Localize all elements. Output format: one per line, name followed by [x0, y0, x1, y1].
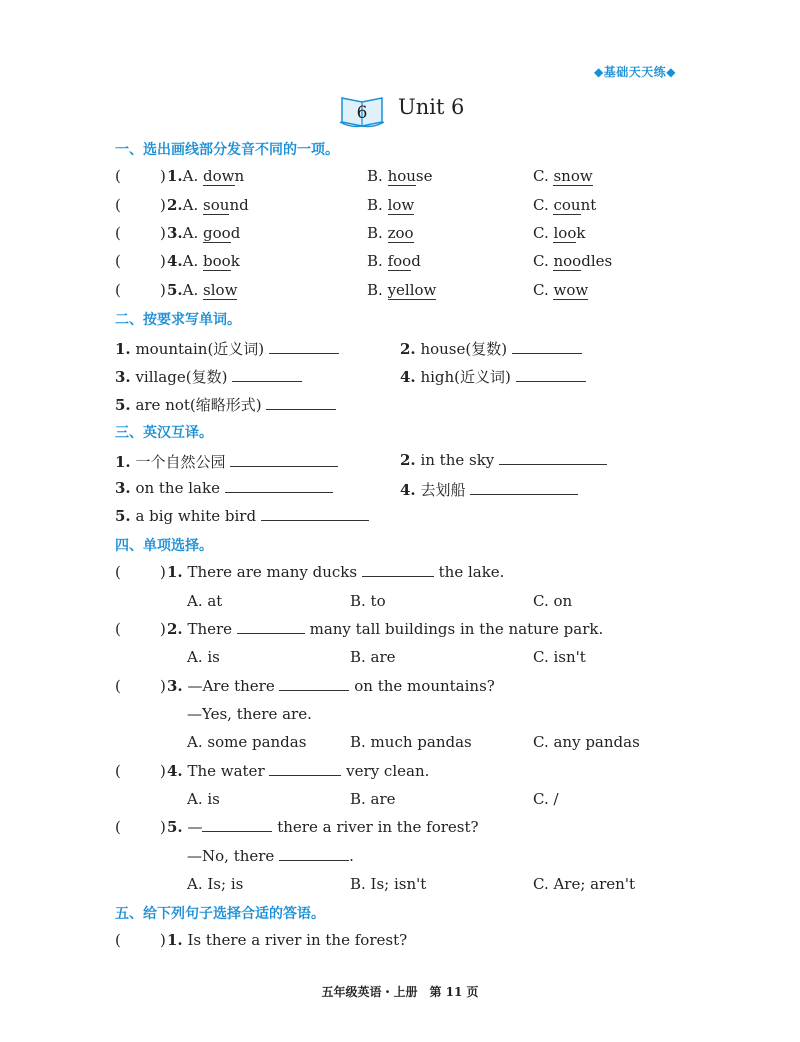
task-text: high(近义词) — [415, 368, 511, 386]
question-text: Is there a river in the forest? — [182, 931, 408, 949]
answer-blank[interactable] — [232, 380, 302, 382]
option-b: B. much pandas — [350, 733, 472, 751]
question-text-end: the lake. — [438, 563, 505, 581]
option-b-rest: d — [411, 252, 421, 270]
translation-task — [400, 479, 578, 500]
answer-blank[interactable] — [269, 774, 341, 776]
option-a-prefix: A. — [182, 281, 204, 299]
question-number: 5. — [115, 396, 131, 414]
choice-question — [167, 620, 603, 638]
option-c-prefix: C. — [533, 167, 554, 185]
question-number: 1. — [115, 340, 131, 358]
option-b: B. to — [350, 592, 386, 610]
option-c-prefix: C. — [533, 224, 554, 242]
option-b-rest: se — [415, 167, 433, 185]
question-text: —Are there — [182, 677, 275, 695]
option-c-rest: dles — [581, 252, 613, 270]
underlined-part: sou — [203, 196, 230, 214]
option-b: B. Is; isn't — [350, 875, 427, 893]
option-c-prefix: C. — [533, 196, 554, 214]
option-c-prefix: C. — [533, 281, 554, 299]
answer-blank[interactable] — [279, 689, 349, 691]
question-number: 5. — [115, 507, 131, 525]
question-text: The water — [182, 762, 265, 780]
option-a-prefix: A. — [182, 224, 204, 242]
answer-bracket[interactable]: ( — [115, 196, 121, 214]
option-c: C. isn't — [533, 648, 586, 666]
choice-question — [167, 677, 495, 695]
question-text-end: many tall buildings in the nature park. — [309, 620, 604, 638]
practice-badge: ◆基础天天练◆ — [594, 65, 676, 79]
question-text-end: on the mountains? — [354, 677, 495, 695]
task-text: on the lake — [130, 479, 220, 497]
answer-bracket[interactable]: ( — [115, 224, 121, 242]
option-c: C. any pandas — [533, 733, 640, 751]
task-text: village(复数) — [130, 368, 228, 386]
question-number: 5. — [167, 281, 183, 299]
answer-bracket-close: ) — [160, 252, 166, 270]
answer-blank[interactable] — [516, 380, 586, 382]
question-text: There — [182, 620, 233, 638]
option-a-prefix: A. — [182, 252, 204, 270]
option-b — [367, 281, 436, 299]
answer-blank[interactable] — [237, 632, 305, 634]
question-number: 1. — [115, 453, 131, 471]
choice-question — [167, 818, 479, 836]
dialogue-reply — [187, 847, 354, 865]
option-b: B. are — [350, 790, 396, 808]
underlined-part: wow — [553, 281, 589, 299]
underlined-part: dow — [203, 167, 235, 185]
question-number: 1. — [167, 931, 183, 949]
option-c — [533, 281, 588, 299]
translation-task — [115, 507, 369, 525]
underlined-part: boo — [203, 252, 231, 270]
question-text: There are many ducks — [182, 563, 358, 581]
question-number: 2. — [167, 620, 183, 638]
option-b-prefix: B. — [367, 252, 388, 270]
answer-bracket-close: ) — [160, 762, 166, 780]
option-c — [533, 196, 596, 214]
dialogue-reply: —Yes, there are. — [187, 705, 312, 723]
option-c: C. on — [533, 592, 573, 610]
task-text: a big white bird — [130, 507, 257, 525]
answer-blank[interactable] — [499, 463, 607, 465]
underlined-part: cou — [553, 196, 581, 214]
answer-blank[interactable] — [279, 859, 349, 861]
choice-question — [167, 762, 429, 780]
answer-bracket-close: ) — [160, 224, 166, 242]
option-a: A. some pandas — [187, 733, 307, 751]
question-number: 1. — [167, 563, 183, 581]
question-text-end: there a river in the forest? — [277, 818, 479, 836]
option-c: C. Are; aren't — [533, 875, 635, 893]
answer-bracket[interactable]: ( — [115, 677, 121, 695]
option-a-rest: k — [230, 252, 240, 270]
question-row — [167, 281, 237, 299]
answer-blank[interactable] — [225, 491, 333, 493]
page-footer: 五年级英语・上册 第 11 页 — [321, 985, 479, 999]
section-4-title: 四、单项选择。 — [115, 538, 213, 554]
answer-blank[interactable] — [362, 575, 434, 577]
option-c — [533, 167, 593, 185]
question-text-end: very clean. — [346, 762, 430, 780]
answer-bracket-close: ) — [160, 818, 166, 836]
section-2-title: 二、按要求写单词。 — [115, 312, 241, 328]
answer-bracket[interactable]: ( — [115, 931, 121, 949]
answer-bracket-close: ) — [160, 677, 166, 695]
word-task — [115, 366, 302, 387]
option-a: A. is — [187, 790, 220, 808]
option-c-prefix: C. — [533, 252, 554, 270]
underlined-part: hou — [387, 167, 416, 185]
reply-text: —No, there — [187, 847, 275, 865]
word-task — [115, 394, 336, 415]
underlined-part: loo — [553, 224, 577, 242]
task-text: 一个自然公园 — [130, 453, 226, 471]
question-number: 3. — [167, 677, 183, 695]
answer-bracket[interactable]: ( — [115, 762, 121, 780]
answer-bracket[interactable]: ( — [115, 281, 121, 299]
question-row — [167, 224, 240, 242]
answer-bracket-close: ) — [160, 281, 166, 299]
task-text: house(复数) — [415, 340, 508, 358]
task-text: in the sky — [415, 451, 495, 469]
translation-task — [400, 451, 607, 469]
answer-bracket-close: ) — [160, 931, 166, 949]
option-b-prefix: B. — [367, 224, 388, 242]
answer-bracket-close: ) — [160, 167, 166, 185]
question-number: 3. — [115, 368, 131, 386]
answer-blank[interactable] — [512, 352, 582, 354]
question-number: 1. — [167, 167, 183, 185]
answer-bracket[interactable]: ( — [115, 620, 121, 638]
answer-bracket-close: ) — [160, 620, 166, 638]
option-a-rest: nd — [229, 196, 249, 214]
question-number: 3. — [115, 479, 131, 497]
question-number: 2. — [400, 451, 416, 469]
underlined-part: yellow — [387, 281, 437, 299]
task-text: 去划船 — [415, 481, 466, 499]
option-c: C. / — [533, 790, 559, 808]
answer-bracket[interactable]: ( — [115, 167, 121, 185]
section-5-title: 五、给下列句子选择合适的答语。 — [115, 906, 325, 922]
reply-end: . — [349, 847, 354, 865]
option-b-prefix: B. — [367, 196, 388, 214]
option-b — [367, 196, 414, 214]
question-number: 4. — [400, 368, 416, 386]
question-row — [167, 167, 244, 185]
translation-task — [115, 479, 333, 497]
answer-bracket-close: ) — [160, 196, 166, 214]
question-number: 4. — [400, 481, 416, 499]
question-number: 5. — [167, 818, 183, 836]
reply-question — [167, 931, 407, 949]
option-c-rest: nt — [580, 196, 597, 214]
option-b — [367, 167, 433, 185]
choice-question — [167, 563, 504, 581]
question-number: 3. — [167, 224, 183, 242]
task-text: are not(缩略形式) — [130, 396, 262, 414]
answer-blank[interactable] — [230, 465, 338, 467]
task-text: mountain(近义词) — [130, 340, 265, 358]
underlined-part: foo — [387, 252, 412, 270]
word-task — [115, 338, 339, 359]
answer-blank[interactable] — [261, 519, 369, 521]
unit-title: Unit 6 — [398, 95, 465, 119]
question-number: 4. — [167, 252, 183, 270]
word-task — [400, 338, 582, 359]
option-b-prefix: B. — [367, 281, 388, 299]
open-book-icon — [338, 92, 386, 128]
answer-blank[interactable] — [266, 408, 336, 410]
section-3-title: 三、英汉互译。 — [115, 425, 213, 441]
answer-blank[interactable] — [470, 493, 578, 495]
option-c — [533, 224, 585, 242]
question-text: — — [182, 818, 203, 836]
translation-task — [115, 451, 338, 472]
underlined-part: slow — [203, 281, 238, 299]
option-a: A. at — [187, 592, 223, 610]
option-b: B. are — [350, 648, 396, 666]
option-a: A. is — [187, 648, 220, 666]
option-a-prefix: A. — [182, 196, 204, 214]
underlined-part: goo — [203, 224, 231, 242]
section-1-title: 一、选出画线部分发音不同的一项。 — [115, 142, 339, 158]
answer-blank[interactable] — [202, 830, 272, 832]
answer-bracket[interactable]: ( — [115, 818, 121, 836]
option-c-rest: k — [576, 224, 586, 242]
answer-bracket-close: ) — [160, 563, 166, 581]
option-a: A. Is; is — [187, 875, 244, 893]
question-number: 2. — [400, 340, 416, 358]
answer-blank[interactable] — [269, 352, 339, 354]
answer-bracket[interactable]: ( — [115, 563, 121, 581]
answer-bracket[interactable]: ( — [115, 252, 121, 270]
option-a-prefix: A. — [182, 167, 204, 185]
underlined-part: zoo — [387, 224, 414, 242]
option-b — [367, 252, 421, 270]
word-task — [400, 366, 586, 387]
unit-number: 6 — [356, 103, 368, 123]
underlined-part: noo — [553, 252, 582, 270]
question-row — [167, 196, 249, 214]
option-a-rest: n — [234, 167, 245, 185]
underlined-part: low — [387, 196, 415, 214]
question-number: 2. — [167, 196, 183, 214]
option-c — [533, 252, 612, 270]
question-number: 4. — [167, 762, 183, 780]
question-row — [167, 252, 240, 270]
option-b — [367, 224, 414, 242]
option-b-prefix: B. — [367, 167, 388, 185]
option-a-rest: d — [230, 224, 241, 242]
underlined-part: snow — [553, 167, 593, 185]
